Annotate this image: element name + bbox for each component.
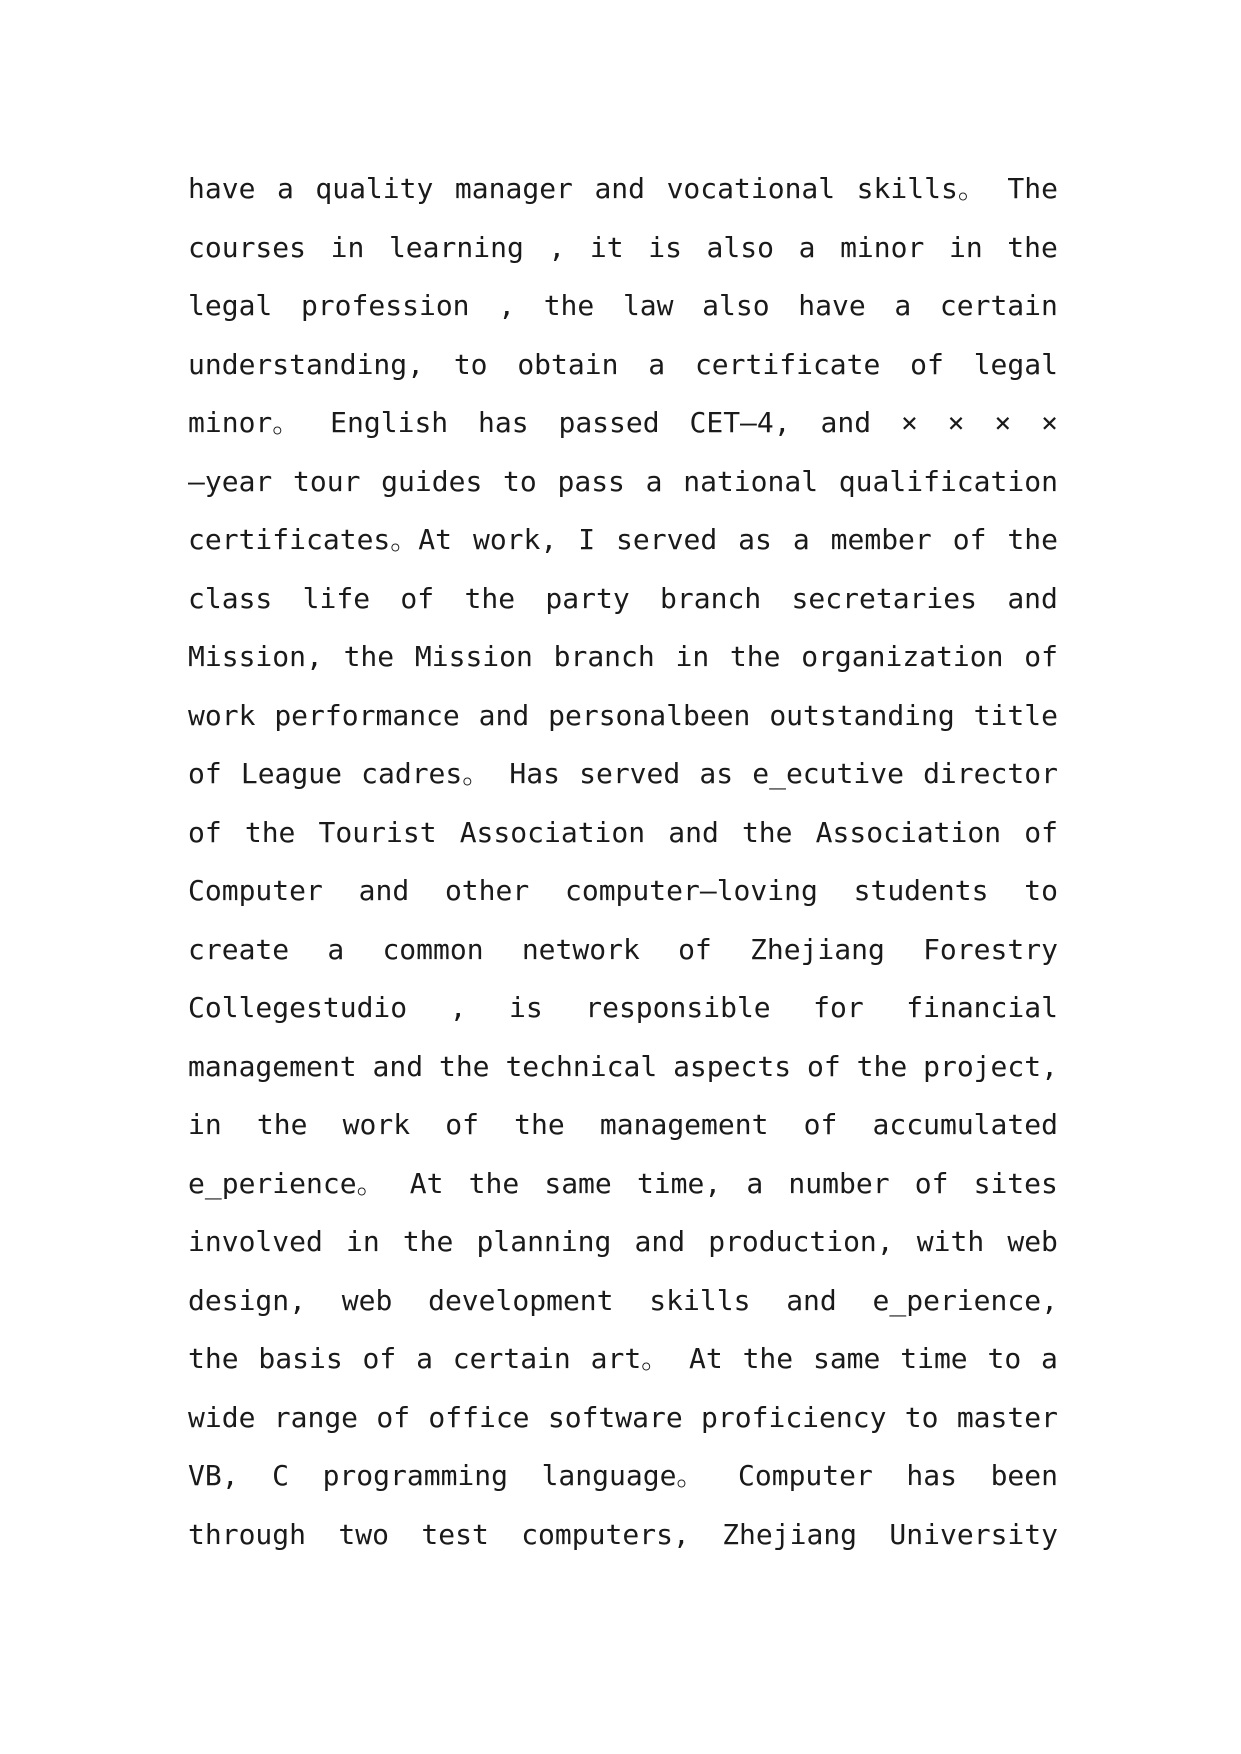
text-line — [188, 921, 1058, 980]
word: quality — [315, 172, 434, 205]
word: Zhejiang — [722, 1517, 858, 1551]
word: Computer — [738, 1459, 873, 1492]
word: basis — [258, 1342, 343, 1375]
word: the — [1007, 230, 1058, 264]
word: tour — [293, 464, 361, 498]
word: of — [400, 581, 435, 615]
word: the — [514, 1108, 565, 1141]
word: organization — [801, 640, 1004, 673]
word: —year — [188, 464, 273, 498]
word: in — [345, 1225, 380, 1258]
text-line — [188, 1038, 1058, 1097]
text-line — [188, 1213, 1058, 1272]
word: network — [521, 932, 640, 966]
word: minor — [840, 230, 925, 264]
word: other — [444, 874, 530, 907]
word: a — [798, 230, 816, 264]
word: member — [830, 523, 932, 556]
text-line — [188, 1389, 1058, 1448]
word: certain — [452, 1342, 571, 1375]
word: performance — [274, 698, 460, 732]
word: law — [622, 289, 674, 322]
word: web — [1007, 1225, 1058, 1258]
word: of — [362, 1342, 397, 1375]
word: it — [589, 230, 624, 264]
word: skills — [649, 1283, 751, 1317]
word: the — [464, 581, 516, 615]
word: and — [634, 1225, 686, 1258]
word: management — [599, 1108, 769, 1141]
word: in — [188, 1108, 222, 1141]
word: students — [853, 874, 989, 907]
word: also — [706, 230, 774, 264]
word: Zhejiang — [750, 932, 885, 966]
word: legal — [188, 289, 273, 322]
word: of — [910, 347, 944, 381]
word: office — [428, 1400, 530, 1434]
word: life — [302, 581, 371, 615]
word: aspects — [673, 1049, 792, 1083]
word: e_perience。 — [188, 1166, 385, 1200]
word: as — [699, 757, 734, 790]
word: the — [438, 1049, 490, 1083]
word: of — [1024, 640, 1058, 673]
word: through — [188, 1517, 307, 1551]
word: served — [616, 523, 718, 556]
word: development — [428, 1283, 614, 1317]
word: a — [648, 347, 666, 381]
word: Mission, — [188, 640, 323, 673]
word: obtain — [517, 347, 619, 381]
word: , — [498, 289, 516, 322]
word: for — [813, 991, 864, 1024]
word: two — [338, 1517, 389, 1551]
word: same — [812, 1342, 881, 1375]
word: CET—4, — [689, 406, 791, 439]
word: director — [923, 757, 1058, 790]
word: wide — [188, 1400, 256, 1434]
word: responsible — [585, 991, 771, 1024]
text-line — [188, 1272, 1058, 1331]
word: pass — [557, 464, 625, 498]
word: Tourist — [318, 815, 437, 849]
word: served — [579, 757, 681, 790]
word: accumulated — [872, 1108, 1058, 1141]
word: the — [244, 815, 296, 849]
word: computers, — [521, 1517, 690, 1551]
word: of — [678, 932, 712, 966]
word: of — [188, 757, 222, 790]
word: a — [327, 932, 345, 966]
text-line — [188, 687, 1058, 746]
word: and — [820, 406, 872, 439]
word: party — [545, 581, 630, 615]
word: the — [343, 640, 395, 673]
word: a — [792, 523, 810, 556]
word: certificate — [694, 347, 881, 381]
word: C — [272, 1459, 289, 1492]
text-line — [188, 862, 1058, 921]
word: Collegestudio — [188, 991, 408, 1024]
word: has — [906, 1459, 957, 1492]
text-line — [188, 160, 1058, 219]
word: of — [1024, 815, 1058, 849]
word: Has — [509, 757, 560, 790]
word: legal — [973, 347, 1058, 381]
text-line — [188, 277, 1058, 336]
word: to — [453, 347, 488, 381]
word: of — [376, 1400, 411, 1434]
word: branch — [553, 640, 655, 673]
word: Forestry — [923, 932, 1058, 966]
word: × — [900, 406, 918, 439]
word: and — [478, 698, 530, 732]
word: the — [742, 1342, 794, 1375]
word: proficiency — [701, 1400, 887, 1434]
word: At — [689, 1342, 723, 1375]
word: title — [973, 698, 1058, 732]
word: to — [1024, 874, 1058, 907]
word: The — [1007, 172, 1058, 205]
word: is — [509, 991, 543, 1024]
word: a — [746, 1166, 764, 1200]
word: courses — [188, 230, 307, 264]
text-line — [188, 1447, 1058, 1506]
word: of — [803, 1108, 838, 1141]
text-line — [188, 1096, 1058, 1155]
text-line — [188, 745, 1058, 804]
text-line — [188, 628, 1058, 687]
word: and — [372, 1049, 424, 1083]
word: the — [1007, 523, 1058, 556]
word: to — [987, 1342, 1022, 1375]
word: a — [416, 1342, 433, 1375]
word: certificates。At — [188, 523, 453, 556]
word: of — [445, 1108, 479, 1141]
word: a — [276, 172, 294, 205]
word: manager — [454, 172, 573, 205]
word: to — [904, 1400, 939, 1434]
text-line — [188, 1506, 1058, 1565]
word: certain — [939, 289, 1058, 322]
word: the — [188, 1342, 239, 1375]
word: e_perience, — [872, 1283, 1058, 1317]
word: with — [916, 1225, 985, 1258]
word: language。 — [541, 1459, 705, 1492]
word: and — [1007, 581, 1058, 615]
word: the — [256, 1108, 308, 1141]
word: number — [788, 1166, 890, 1200]
word: , — [548, 230, 566, 264]
word: Mission — [414, 640, 533, 673]
word: computer—loving — [564, 874, 818, 907]
word: At — [409, 1166, 444, 1200]
word: minor。 — [188, 406, 301, 439]
word: × — [1041, 406, 1058, 439]
word: Computer — [188, 874, 323, 907]
word: I — [578, 523, 596, 556]
word: the — [856, 1049, 908, 1083]
word: secretaries — [791, 581, 977, 615]
word: programming — [322, 1459, 508, 1492]
word: production, — [708, 1225, 894, 1258]
word: a — [894, 289, 912, 322]
word: financial — [906, 991, 1058, 1024]
text-line — [188, 511, 1058, 570]
word: in — [675, 640, 710, 673]
word: work — [342, 1108, 411, 1141]
word: League — [240, 757, 342, 790]
word: range — [273, 1400, 359, 1434]
word: learning — [388, 230, 524, 264]
word: been — [990, 1459, 1058, 1492]
word: a — [645, 464, 663, 498]
word: branch — [660, 581, 762, 615]
word: Association — [815, 815, 1002, 849]
word: management — [188, 1049, 357, 1083]
word: work — [188, 698, 256, 732]
word: personalbeen — [548, 698, 751, 732]
text-line — [188, 804, 1058, 863]
word: the — [468, 1166, 520, 1200]
word: also — [702, 289, 770, 322]
word: class — [188, 581, 273, 615]
word: in — [330, 230, 365, 264]
word: , — [449, 991, 467, 1024]
word: project, — [923, 1049, 1058, 1083]
word: guides — [381, 464, 483, 498]
word: have — [798, 289, 866, 322]
text-line — [188, 336, 1058, 395]
text-line — [188, 1330, 1058, 1389]
word: qualification — [838, 464, 1058, 498]
word: test — [421, 1517, 489, 1551]
word: to — [503, 464, 537, 498]
word: time, — [636, 1166, 722, 1200]
word: and — [786, 1283, 837, 1317]
word: the — [402, 1225, 454, 1258]
word: × — [994, 406, 1012, 439]
word: and — [668, 815, 719, 849]
word: web — [341, 1283, 393, 1317]
word: of — [952, 523, 987, 556]
word: create — [188, 932, 290, 966]
word: has — [478, 406, 529, 439]
text-line — [188, 394, 1058, 453]
word: cadres。 — [361, 757, 491, 790]
word: Association — [459, 815, 646, 849]
word: sites — [973, 1166, 1058, 1200]
word: planning — [476, 1225, 612, 1258]
word: technical — [505, 1049, 658, 1083]
word: VB, — [188, 1459, 239, 1492]
word: and — [358, 874, 410, 907]
word: and — [594, 172, 646, 205]
word: of — [914, 1166, 949, 1200]
word: design, — [188, 1283, 307, 1317]
word: software — [547, 1400, 683, 1434]
word: involved — [188, 1225, 323, 1258]
word: master — [956, 1400, 1058, 1434]
word: skills。 — [856, 172, 986, 205]
word: of — [188, 815, 222, 849]
word: art。 — [590, 1342, 670, 1375]
word: e_ecutive — [752, 757, 904, 790]
word: same — [544, 1166, 612, 1200]
word: in — [948, 230, 983, 264]
text-line — [188, 453, 1058, 512]
word: the — [543, 289, 595, 322]
word: vocational — [666, 172, 836, 205]
word: profession — [300, 289, 470, 322]
word: as — [738, 523, 772, 556]
word: time — [900, 1342, 968, 1375]
word: of — [807, 1049, 841, 1083]
word: national — [683, 464, 819, 498]
body-text — [188, 160, 1058, 1564]
word: × — [947, 406, 965, 439]
word: have — [188, 172, 256, 205]
word: the — [729, 640, 781, 673]
word: is — [648, 230, 682, 264]
text-line — [188, 1155, 1058, 1214]
text-line — [188, 219, 1058, 278]
word: English — [330, 406, 449, 439]
word: work, — [472, 523, 558, 556]
text-line — [188, 570, 1058, 629]
word: outstanding — [769, 698, 955, 732]
word: the — [741, 815, 793, 849]
word: a — [1041, 1342, 1058, 1375]
word: common — [382, 932, 484, 966]
word: passed — [558, 406, 660, 439]
word: University — [889, 1517, 1058, 1551]
word: understanding, — [188, 347, 425, 381]
text-line — [188, 979, 1058, 1038]
